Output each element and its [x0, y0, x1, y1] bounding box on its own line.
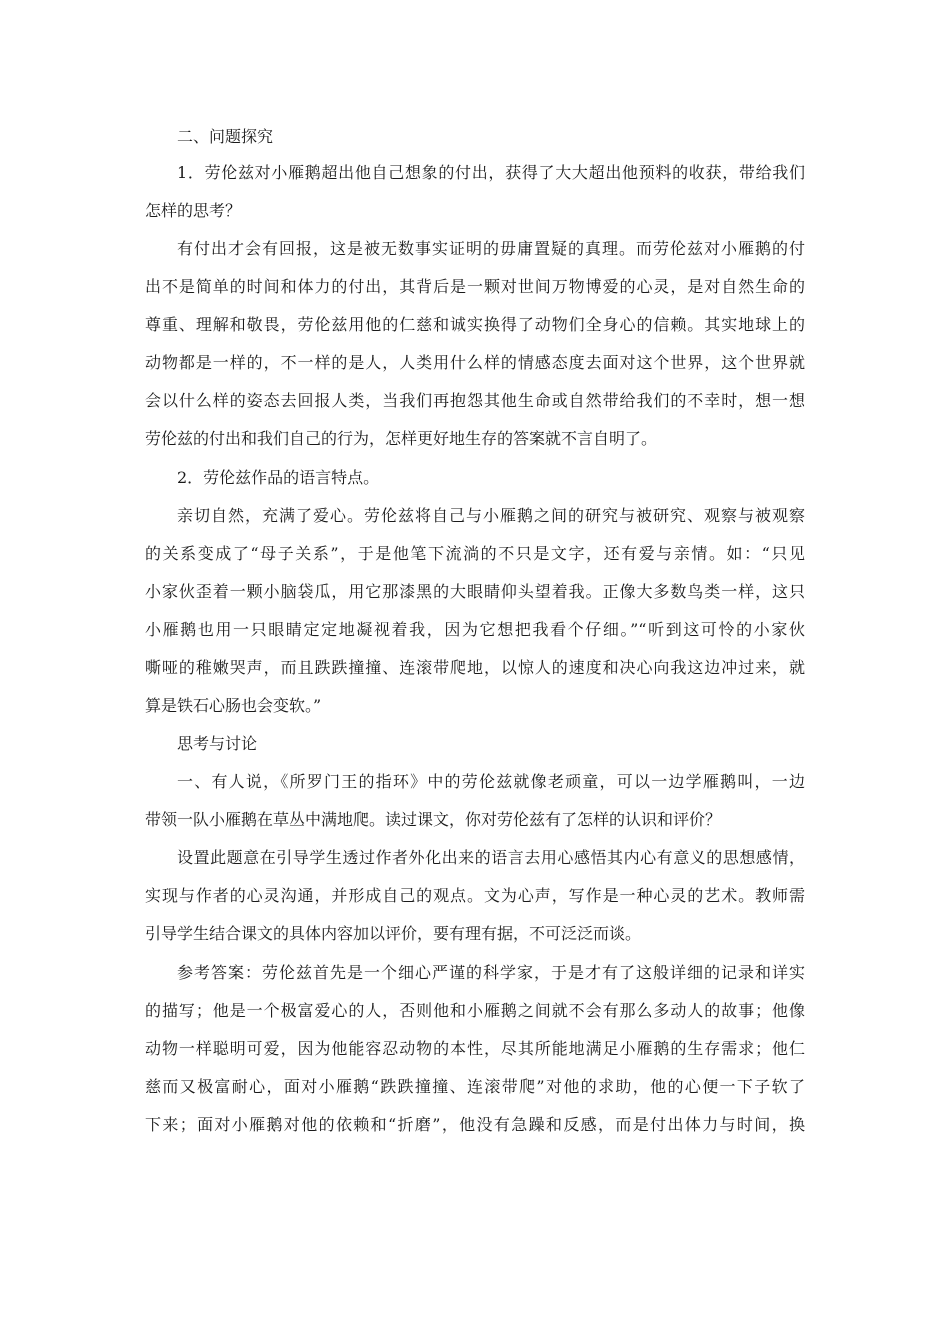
- answer-2-line: 的关系变成了“母子关系”，于是他笔下流淌的不只是文字，还有爱与亲情。如：“只见: [145, 544, 805, 563]
- answer-2-line: 亲切自然，充满了爱心。劳伦兹将自己与小雁鹅之间的研究与被研究、观察与被观察: [177, 506, 805, 525]
- answer-1-line: 会以什么样的姿态去回报人类，当我们再抱怨其他生命或自然带给我们的不幸时，想一想: [145, 391, 805, 410]
- design-intent-line: 引导学生结合课文的具体内容加以评价，要有理有据，不可泛泛而谈。: [145, 924, 642, 943]
- discussion-question: 一、有人说，《所罗门王的指环》中的劳伦兹就像老顽童，可以一边学雁鹅叫，一边: [177, 772, 805, 791]
- section-heading: 二、问题探究: [177, 127, 274, 146]
- reference-answer-line: 的描写；他是一个极富爱心的人，否则他和小雁鹅之间就不会有那么多动人的故事；他像: [145, 1001, 805, 1020]
- answer-1-line: 尊重、理解和敬畏，劳伦兹用他的仁慈和诚实换得了动物们全身心的信赖。其实地球上的: [145, 315, 805, 334]
- question-2: 2．劳伦兹作品的语言特点。: [177, 468, 380, 487]
- answer-1-line: 出不是简单的时间和体力的付出，其背后是一颗对世间万物博爱的心灵，是对自然生命的: [145, 277, 805, 296]
- answer-2-line: 小家伙歪着一颗小脑袋瓜，用它那漆黑的大眼睛仰头望着我。正像大多数鸟类一样，这只: [145, 582, 805, 601]
- design-intent-line: 实现与作者的心灵沟通，并形成自己的观点。文为心声，写作是一种心灵的艺术。教师需: [145, 886, 805, 905]
- reference-answer-line: 慈而又极富耐心，面对小雁鹅“跌跌撞撞、连滚带爬”对他的求助，他的心便一下子软了: [145, 1077, 805, 1096]
- answer-1-line: 有付出才会有回报，这是被无数事实证明的毋庸置疑的真理。而劳伦兹对小雁鹅的付: [177, 239, 805, 258]
- answer-1-line: 劳伦兹的付出和我们自己的行为，怎样更好地生存的答案就不言自明了。: [145, 429, 658, 448]
- question-1: 1．劳伦兹对小雁鹅超出他自己想象的付出，获得了大大超出他预料的收获，带给我们: [177, 163, 805, 182]
- question-1-continued: 怎样的思考？: [145, 201, 242, 220]
- reference-answer-line: 下来；面对小雁鹅对他的依赖和“折磨”，他没有急躁和反感，而是付出体力与时间，换: [145, 1115, 805, 1134]
- reference-answer-line: 动物一样聪明可爱，因为他能容忍动物的本性，尽其所能地满足小雁鹅的生存需求；他仁: [145, 1039, 805, 1058]
- answer-2-line: 算是铁石心肠也会变软。”: [145, 696, 322, 715]
- answer-2-line: 嘶哑的稚嫩哭声，而且跌跌撞撞、连滚带爬地，以惊人的速度和决心向我这边冲过来，就: [145, 658, 805, 677]
- discussion-question-continued: 带领一队小雁鹅在草丛中满地爬。读过课文，你对劳伦兹有了怎样的认识和评价？: [145, 810, 722, 829]
- answer-2-line: 小雁鹅也用一只眼睛定定地凝视着我，因为它想把我看个仔细。”“听到这可怜的小家伙: [145, 620, 805, 639]
- design-intent-line: 设置此题意在引导学生透过作者外化出来的语言去用心感悟其内心有意义的思想感情，: [177, 848, 805, 867]
- answer-1-line: 动物都是一样的，不一样的是人，人类用什么样的情感态度去面对这个世界，这个世界就: [145, 353, 805, 372]
- discussion-heading: 思考与讨论: [177, 734, 258, 753]
- reference-answer-line: 参考答案：劳伦兹首先是一个细心严谨的科学家，于是才有了这般详细的记录和详实: [177, 963, 805, 982]
